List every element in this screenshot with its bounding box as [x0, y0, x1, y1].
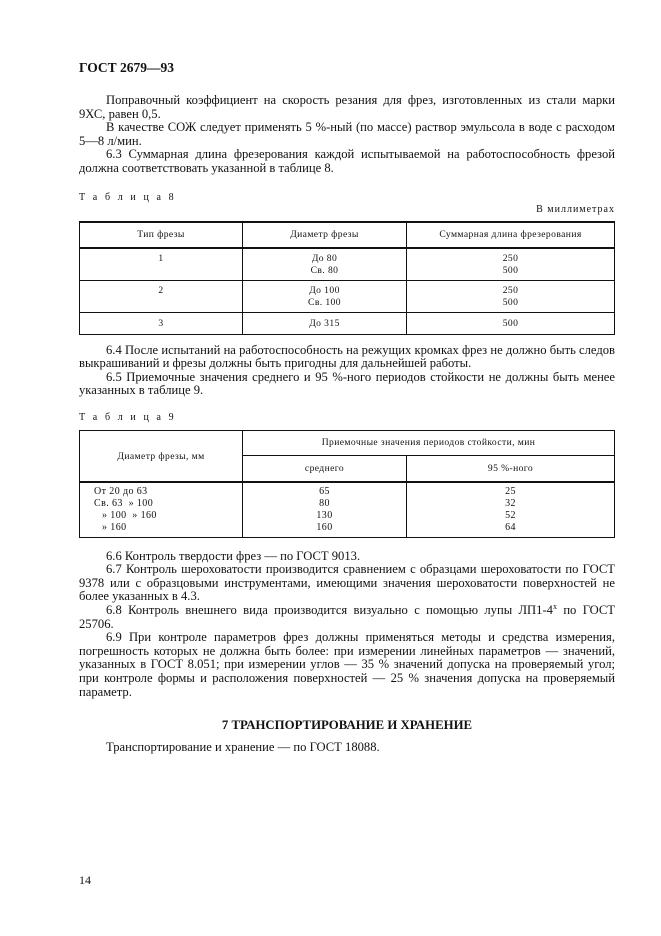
paragraph-6-6: 6.6 Контроль твердости фрез — по ГОСТ 9013. [106, 548, 361, 563]
paragraph-correction-coefficient: Поправочный коэффициент на скорость резания для фрез, изготовленных из стали марки 9ХС, равен 0,5. [79, 93, 615, 121]
cell-length: 500 [407, 312, 615, 334]
value: 80 [319, 498, 330, 510]
table-header-row [80, 222, 615, 248]
cell-type: 1 [80, 248, 243, 281]
paragraph-6-7: 6.7 Контроль шероховатости производится сравнением с образцами шероховатости по ГОСТ 9378 или с образцовыми инструментами, имеющими значения шероховатости поверхностей не более указанных в 4.3. [79, 562, 615, 604]
header-mean: среднего [243, 455, 407, 482]
paragraph-6-4: 6.4 После испытаний на работоспособность на режущих кромках фрез не должно быть следов выкрашиваний и фрезы должны быть пригодны для дальнейшей работы. [79, 342, 615, 371]
value: » 160 [102, 521, 127, 533]
value: » 100 » 160 [102, 510, 157, 522]
superscript: x [552, 601, 557, 611]
header-length: Суммарная длина фрезерования [407, 222, 615, 248]
table-8 [79, 221, 615, 335]
table-row [80, 312, 615, 334]
paragraph-6-9: 6.9 При контроле параметров фрез должны применяться методы и средства измерения, погрешность которых не должна быть более: при измерении линейных параметров — значений, указанных в ГОСТ 8.051; при измерении углов — 35 % значений допуска на проверяемый угол; при контроле формы и расположения поверхностей — 25 % значения допуска на проверяемый параметр. [79, 630, 615, 699]
value: 65 [319, 486, 330, 498]
value: Св. 80 [310, 264, 339, 276]
value: До 100 [309, 284, 340, 296]
cell-type: 2 [80, 280, 243, 312]
table-row [80, 280, 615, 312]
cell-length [407, 280, 615, 312]
table8-caption: Т а б л и ц а 8 [79, 191, 177, 203]
text: 6.8 Контроль внешнего вида производится визуально с помощью лупы ЛП1-4 [106, 603, 553, 617]
paragraph-6-3: 6.3 Суммарная длина фрезерования каждой испытываемой на работоспособность фрезой должна соответствовать указанной в таблице 8. [79, 147, 615, 175]
header-group: Приемочные значения периодов стойкости, мин [243, 430, 615, 455]
value: 32 [505, 498, 516, 510]
cell-diameters [80, 482, 243, 537]
value: 500 [502, 264, 519, 276]
value: От 20 до 63 [94, 486, 148, 498]
table-row [80, 248, 615, 281]
value: 160 [316, 521, 333, 533]
value: 500 [502, 296, 519, 308]
section-heading: 7 ТРАНСПОРТИРОВАНИЕ И ХРАНЕНИЕ [221, 718, 473, 733]
cell-type: 3 [80, 312, 243, 334]
value: До 80 [311, 252, 338, 264]
value: 250 [502, 284, 519, 296]
header-95: 95 %-ного [407, 455, 615, 482]
table-body-row [80, 482, 615, 537]
page-number: 14 [79, 873, 91, 887]
page-content [79, 60, 615, 755]
cell-mean [243, 482, 407, 537]
cell-95 [407, 482, 615, 537]
value: 25 [505, 486, 516, 498]
paragraph-6-8 [79, 601, 616, 631]
cell-diameter [243, 280, 407, 312]
table9-caption: Т а б л и ц а 9 [79, 411, 177, 423]
value: 64 [505, 521, 516, 533]
cell-diameter [243, 248, 407, 281]
header-diameter: Диаметр фрезы [243, 222, 407, 248]
table-9 [79, 430, 615, 538]
cell-length [407, 248, 615, 281]
text-continued: по ГОСТ 25706. [79, 603, 616, 631]
document-header: ГОСТ 2679—93 [79, 60, 175, 75]
paragraph-coolant: В качестве СОЖ следует применять 5 %-ный (по массе) раствор эмульсола в воде с расходом 5—8 л/мин. [79, 120, 615, 148]
value: Св. 100 [308, 296, 341, 308]
paragraph-6-5: 6.5 Приемочные значения среднего и 95 %-ного периодов стойкости не должны быть менее указанных в таблице 9. [79, 369, 615, 398]
value: 130 [316, 510, 333, 522]
value: 250 [502, 252, 519, 264]
value: Св. 63 » 100 [94, 498, 154, 510]
header-diameter: Диаметр фрезы, мм [80, 430, 243, 482]
paragraph-transport: Транспортирование и хранение — по ГОСТ 18088. [106, 740, 380, 755]
value: 52 [505, 510, 516, 522]
header-type: Тип фрезы [80, 222, 243, 248]
table-header-row [80, 430, 615, 455]
cell-diameter: До 315 [243, 312, 407, 334]
table8-units: В миллиметрах [536, 203, 615, 215]
